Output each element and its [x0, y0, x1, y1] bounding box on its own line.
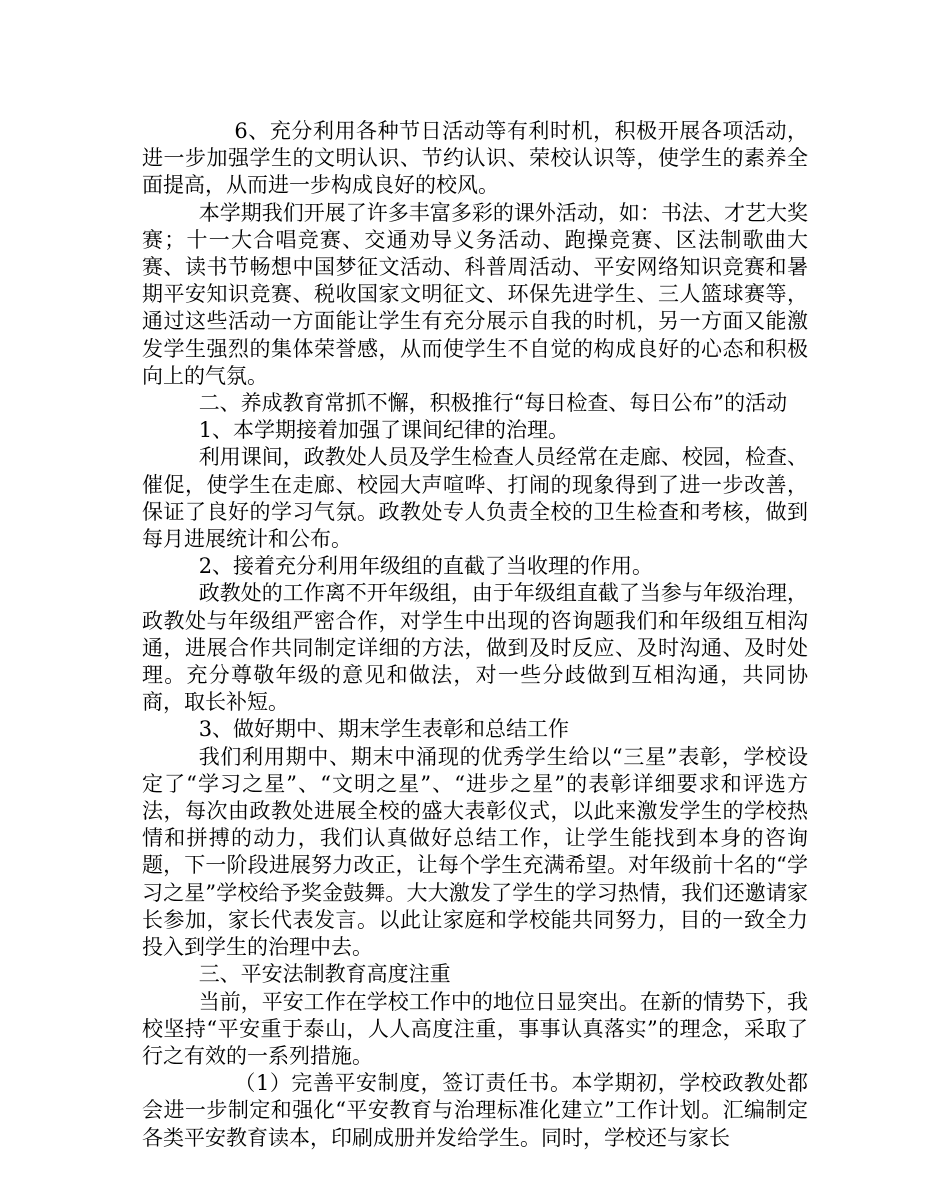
subheading-grade-group: 2、接着充分利用年级组的直截了当收理的作用。: [198, 554, 654, 579]
paragraph-festival-activities: 6、充分利用各种节日活动等有利时机，积极开展各项活动，进一步加强学生的文明认识、节约认识、荣校认识等，使学生的素养全面提高，从而进一步构成良好的校风。: [142, 119, 808, 198]
paragraph-safety-importance: 当前，平安工作在学校工作中的地位日显突出。在新的情势下，我校坚持“平安重于泰山，人人高度注重，事事认真落实”的理念，采取了行之有效的一系列措施。: [142, 989, 808, 1068]
paragraph-extracurricular: 本学期我们开展了许多丰富多彩的课外活动，如：书法、才艺大奖赛；十一大合唱竞赛、交通劝导义务活动、跑操竞赛、区法制歌曲大赛、读书节畅想中国梦征文活动、科普周活动、平安网络知识竞赛和暑期平安知识竞赛、税收国家文明征文、环保先进学生、三人篮球赛等，通过这些活动一方面能让学生有充分展示自我的时机，另一方面又能激发学生强烈的集体荣誉感，从而使学生不自觉的构成良好的心态和积极向上的气氛。: [142, 200, 808, 388]
subheading-break-discipline: 1、本学期接着加强了课间纪律的治理。: [198, 418, 570, 443]
paragraph-safety-system: （1）完善平安制度，签订责任书。本学期初，学校政教处都会进一步制定和强化“平安教育与治理标准化建立”工作计划。汇编制定各类平安教育读本，印刷成册并发给学生。同时，学校还与家长: [142, 1071, 808, 1150]
paragraph-break-inspection: 利用课间，政教处人员及学生检查人员经常在走廊、校园，检查、催促，使学生在走廊、校园大声喧哗、打闹的现象得到了进一步改善，保证了良好的学习气氛。政教处专人负责全校的卫生检查和考核，做到每月进展统计和公布。: [142, 445, 808, 552]
paragraph-three-stars: 我们利用期中、期末中涌现的优秀学生给以“三星”表彰，学校设定了“学习之星”、“文明之星”、“进步之星”的表彰详细要求和评选方法，每次由政教处进展全校的盛大表彰仪式，以此来激发学生的学校热情和拼搏的动力，我们认真做好总结工作，让学生能找到本身的咨询题，下一阶段进展努力改正，让每个学生充满希望。对年级前十名的“学习之星”学校给予奖金鼓舞。大大激发了学生的学习热情，我们还邀请家长参加，家长代表发言。以此让家庭和学校能共同努力，目的一致全力投入到学生的治理中去。: [142, 744, 808, 960]
heading-safety-legal: 三、平安法制教育高度注重: [198, 962, 451, 987]
subheading-awards-summary: 3、做好期中、期末学生表彰和总结工作: [198, 717, 570, 742]
paragraph-grade-group-cooperation: 政教处的工作离不开年级组，由于年级组直截了当参与年级治理，政教处与年级组严密合作，对学生中出现的咨询题我们和年级组互相沟通，进展合作共同制定详细的方法，做到及时反应、及时沟通、及时处理。充分尊敬年级的意见和做法，对一些分歧做到互相沟通，共同协商，取长补短。: [142, 581, 808, 715]
heading-habit-education: 二、养成教育常抓不懈，积极推行“每日检查、每日公布”的活动: [198, 391, 788, 416]
